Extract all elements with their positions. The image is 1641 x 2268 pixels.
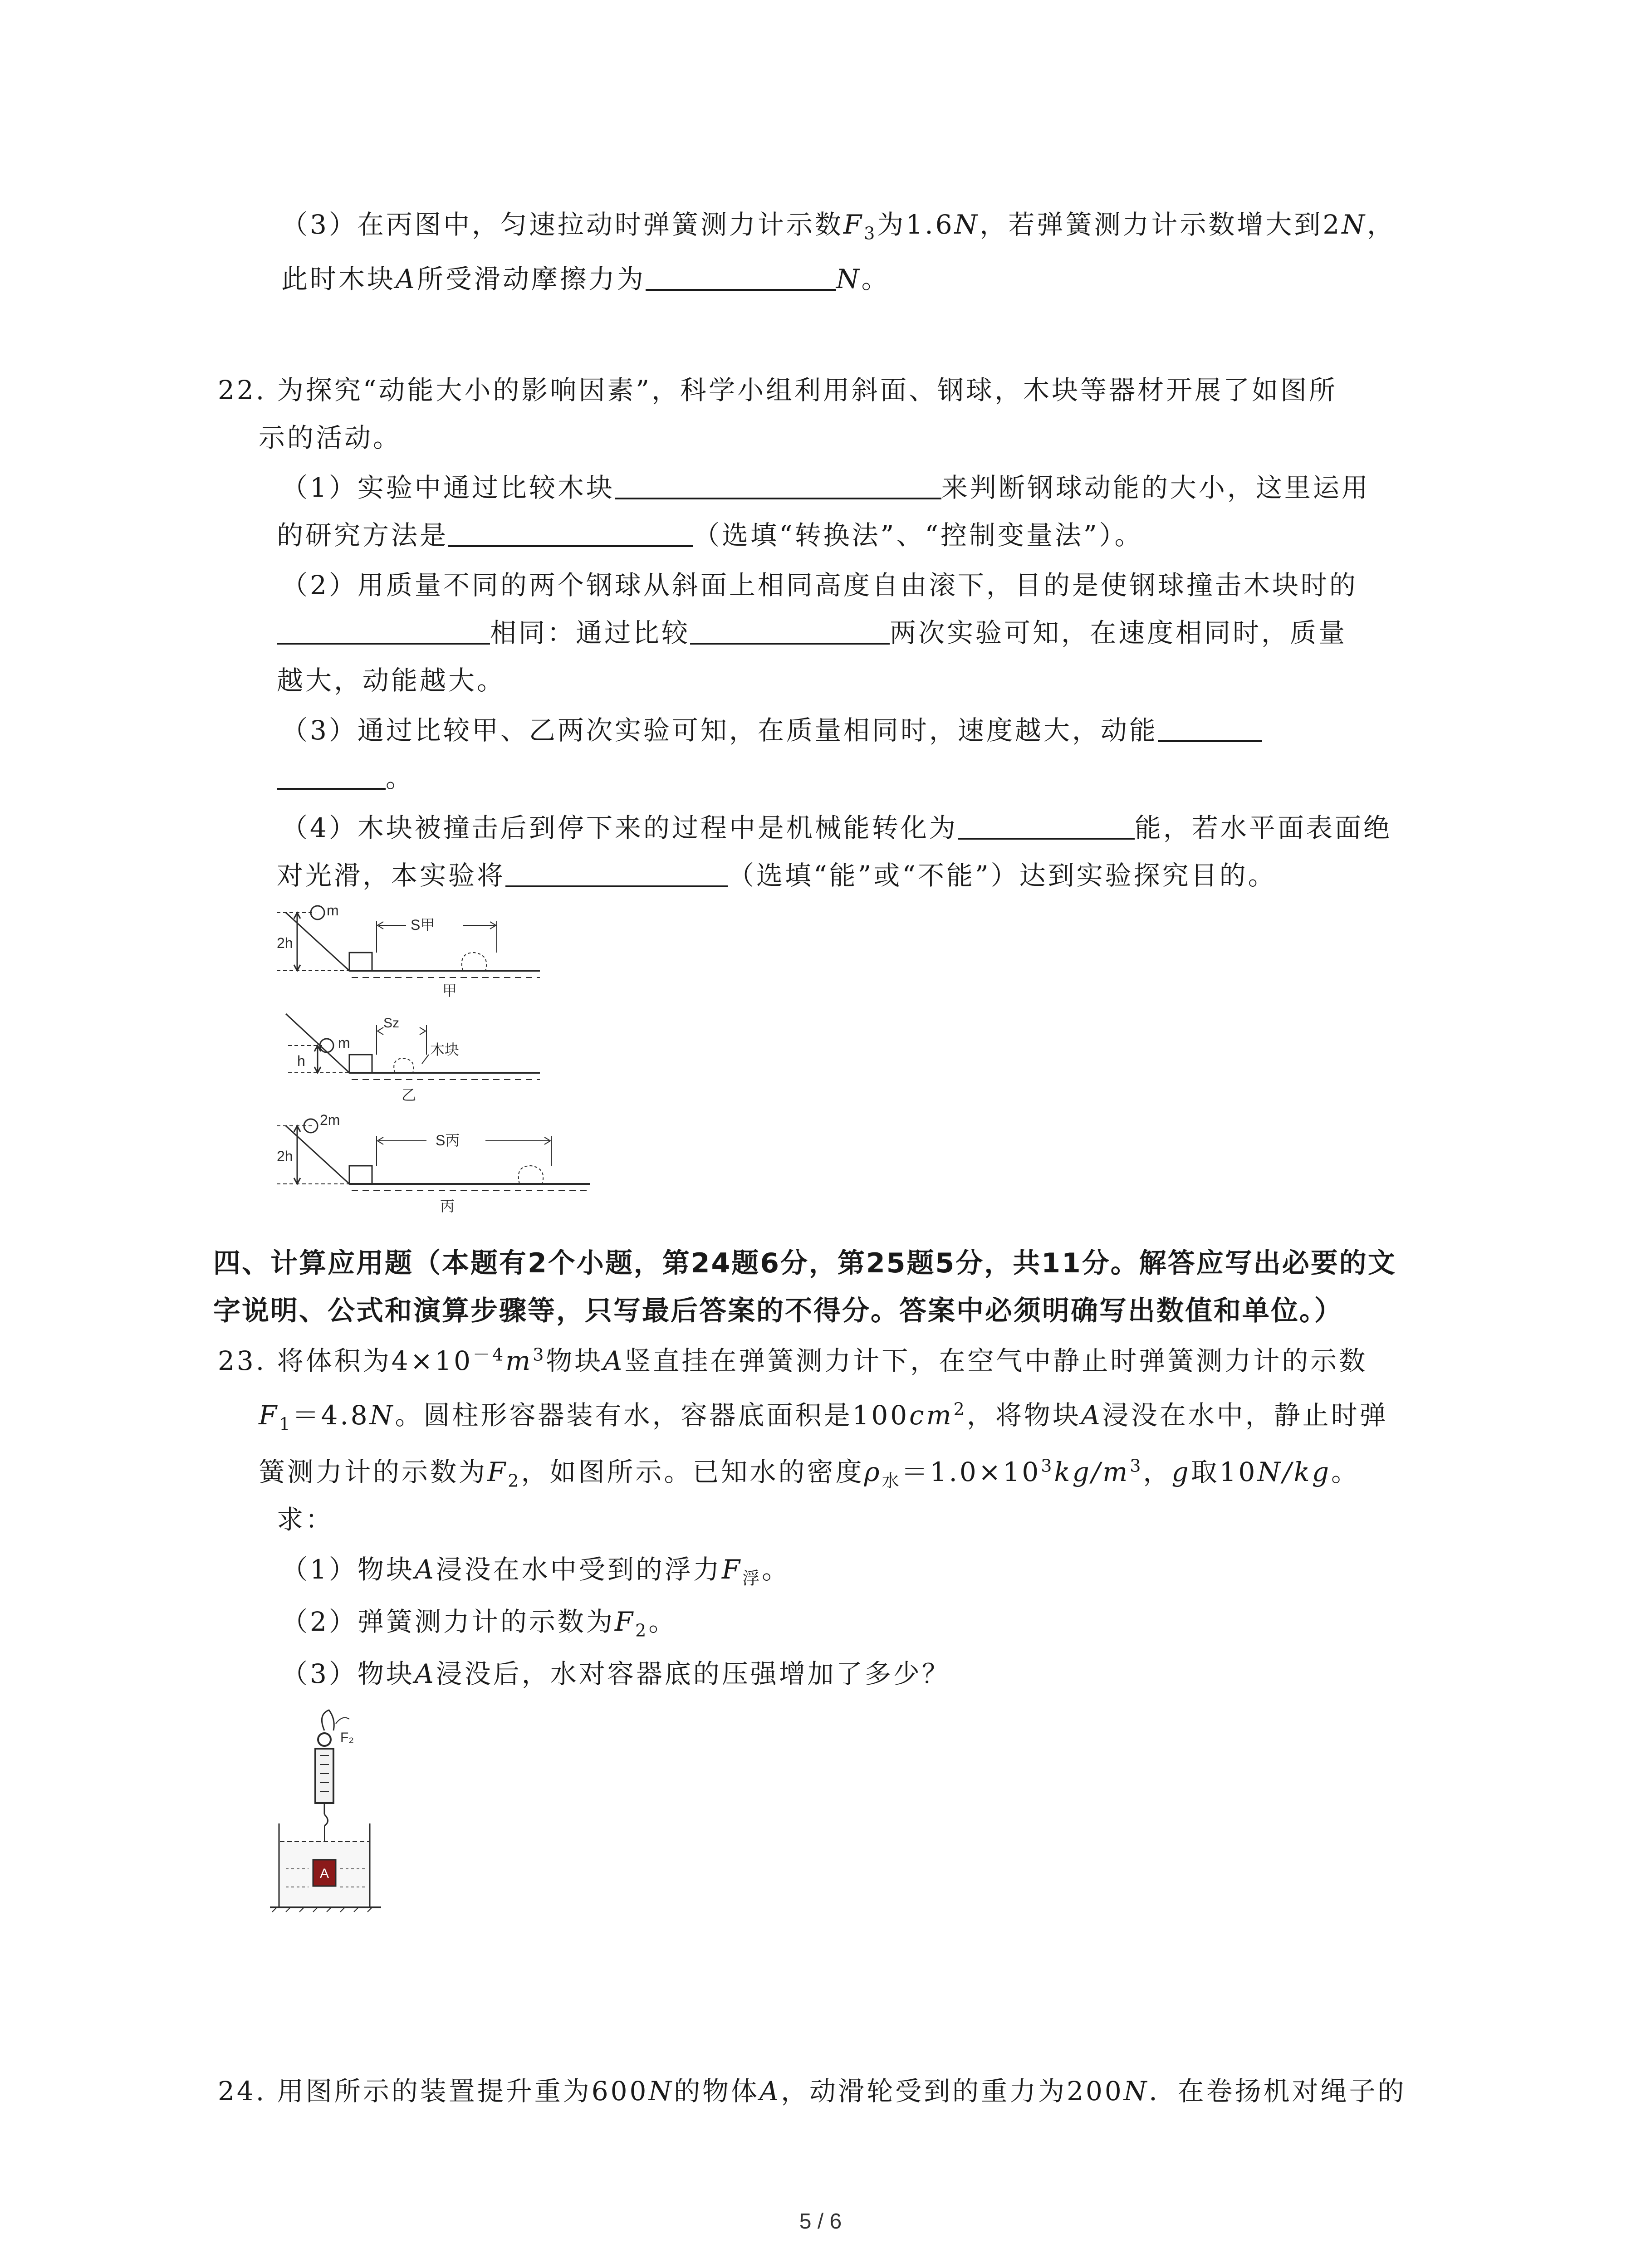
yi-distance-label: Sz <box>383 1016 400 1031</box>
q23-sub1: （1）物块A浸没在水中受到的浮力$F_浮$。 <box>281 1554 791 1589</box>
q22-part3-line2: 。 <box>277 760 414 796</box>
answer-blank[interactable] <box>277 760 386 790</box>
jia-height-label: 2h <box>277 935 293 951</box>
section4-heading-line2: 字说明、公式和演算步骤等，只写最后答案的不得分。答案中必须明确写出数值和单位。） <box>213 1295 1343 1327</box>
q22-part3-line1: （3）通过比较甲、乙两次实验可知，在质量相同时，速度越大，动能 <box>281 712 1262 748</box>
q22-incline-figure <box>272 903 617 1229</box>
block-label: A <box>319 1866 329 1881</box>
bing-distance-label: S丙 <box>436 1132 460 1149</box>
answer-blank[interactable] <box>1158 712 1262 742</box>
q21-part3-line1: （3）在丙图中，匀速拉动时弹簧测力计示数$F_3$为1.6N，若弹簧测力计示数增大到2N， <box>281 209 1396 244</box>
panel-bing <box>277 1112 590 1214</box>
bing-caption: 丙 <box>440 1198 455 1214</box>
q23-line1: 23. 将体积为$4\times 10^{-4}m^3$物块A竖直挂在弹簧测力计下，在空气中静止时弹簧测力计的示数 <box>218 1344 1368 1376</box>
q24-line1: 24. 用图所示的装置提升重为600N的物体A，动滑轮受到的重力为200N．在卷扬机对绳子的 <box>218 2076 1406 2107</box>
q23-sub2: （2）弹簧测力计的示数为$F_2$。 <box>281 1606 677 1641</box>
bing-height-label: 2h <box>277 1148 293 1164</box>
answer-blank[interactable] <box>958 810 1135 840</box>
hand-icon <box>322 1710 334 1730</box>
q22-part2-line2: 相同：通过比较 两次实验可知，在速度相同时，质量 <box>277 615 1347 651</box>
panel-yi <box>286 1014 540 1103</box>
yi-mass-label: m <box>338 1035 350 1051</box>
q23-sub3: （3）物块A浸没后，水对容器底的压强增加了多少？ <box>281 1658 950 1689</box>
answer-blank[interactable] <box>646 261 836 291</box>
q22-part1-line1: （1）实验中通过比较木块 来判断钢球动能的大小，这里运用 <box>281 469 1370 506</box>
answer-blank[interactable] <box>615 469 941 499</box>
q22-part1-line2: 的研究方法是 （选填“转换法”、“控制变量法”）。 <box>277 517 1143 553</box>
answer-blank[interactable] <box>448 517 693 547</box>
page-number: 5 / 6 <box>799 2209 842 2234</box>
q22-part4-line1: （4）木块被撞击后到停下来的过程中是机械能转化为 能，若水平面表面绝 <box>281 810 1392 846</box>
q22-part2-line3: 越大，动能越大。 <box>277 665 506 696</box>
q23-line3: 簧测力计的示数为$F_2$，如图所示。已知水的密度$\rho_水=1.0\times 10^3kg/m^3$，g取10N/kg。 <box>259 1456 1360 1491</box>
q23-ask: 求： <box>277 1504 334 1535</box>
answer-blank[interactable] <box>277 615 490 645</box>
yi-caption: 乙 <box>402 1087 416 1103</box>
force-label: F₂ <box>340 1730 354 1745</box>
q22-intro-line1: 22. 为探究“动能大小的影响因素”，科学小组利用斜面、钢球，木块等器材开展了如图所 <box>218 375 1337 406</box>
q23-spring-scale-figure <box>268 1706 404 1914</box>
answer-blank[interactable] <box>690 615 890 645</box>
panel-jia <box>277 903 540 999</box>
jia-mass-label: m <box>327 903 339 919</box>
q22-part4-line2: 对光滑，本实验将 （选填“能”或“不能”）达到实验探究目的。 <box>277 857 1277 894</box>
jia-distance-label: S甲 <box>411 917 435 933</box>
bing-mass-label: 2m <box>320 1112 340 1128</box>
section4-heading-line1: 四、计算应用题（本题有2个小题，第24题6分，第25题5分，共11分。解答应写出必要的文 <box>213 1247 1396 1279</box>
yi-block-label: 木块 <box>430 1041 460 1058</box>
q22-intro-line2: 示的活动。 <box>259 422 402 453</box>
yi-height-label: h <box>297 1053 305 1069</box>
jia-caption: 甲 <box>442 982 457 999</box>
q23-line2: $F_1=4.8N$。圆柱形容器装有水，容器底面积是$100cm^2$，将物块A浸没在水中，静止时弹 <box>259 1399 1388 1434</box>
q22-part2-line1: （2）用质量不同的两个钢球从斜面上相同高度自由滚下，目的是使钢球撞击木块时的 <box>281 570 1358 601</box>
answer-blank[interactable] <box>505 857 728 887</box>
q21-part3-line2: 此时木块A所受滑动摩擦力为 N。 <box>281 261 890 297</box>
